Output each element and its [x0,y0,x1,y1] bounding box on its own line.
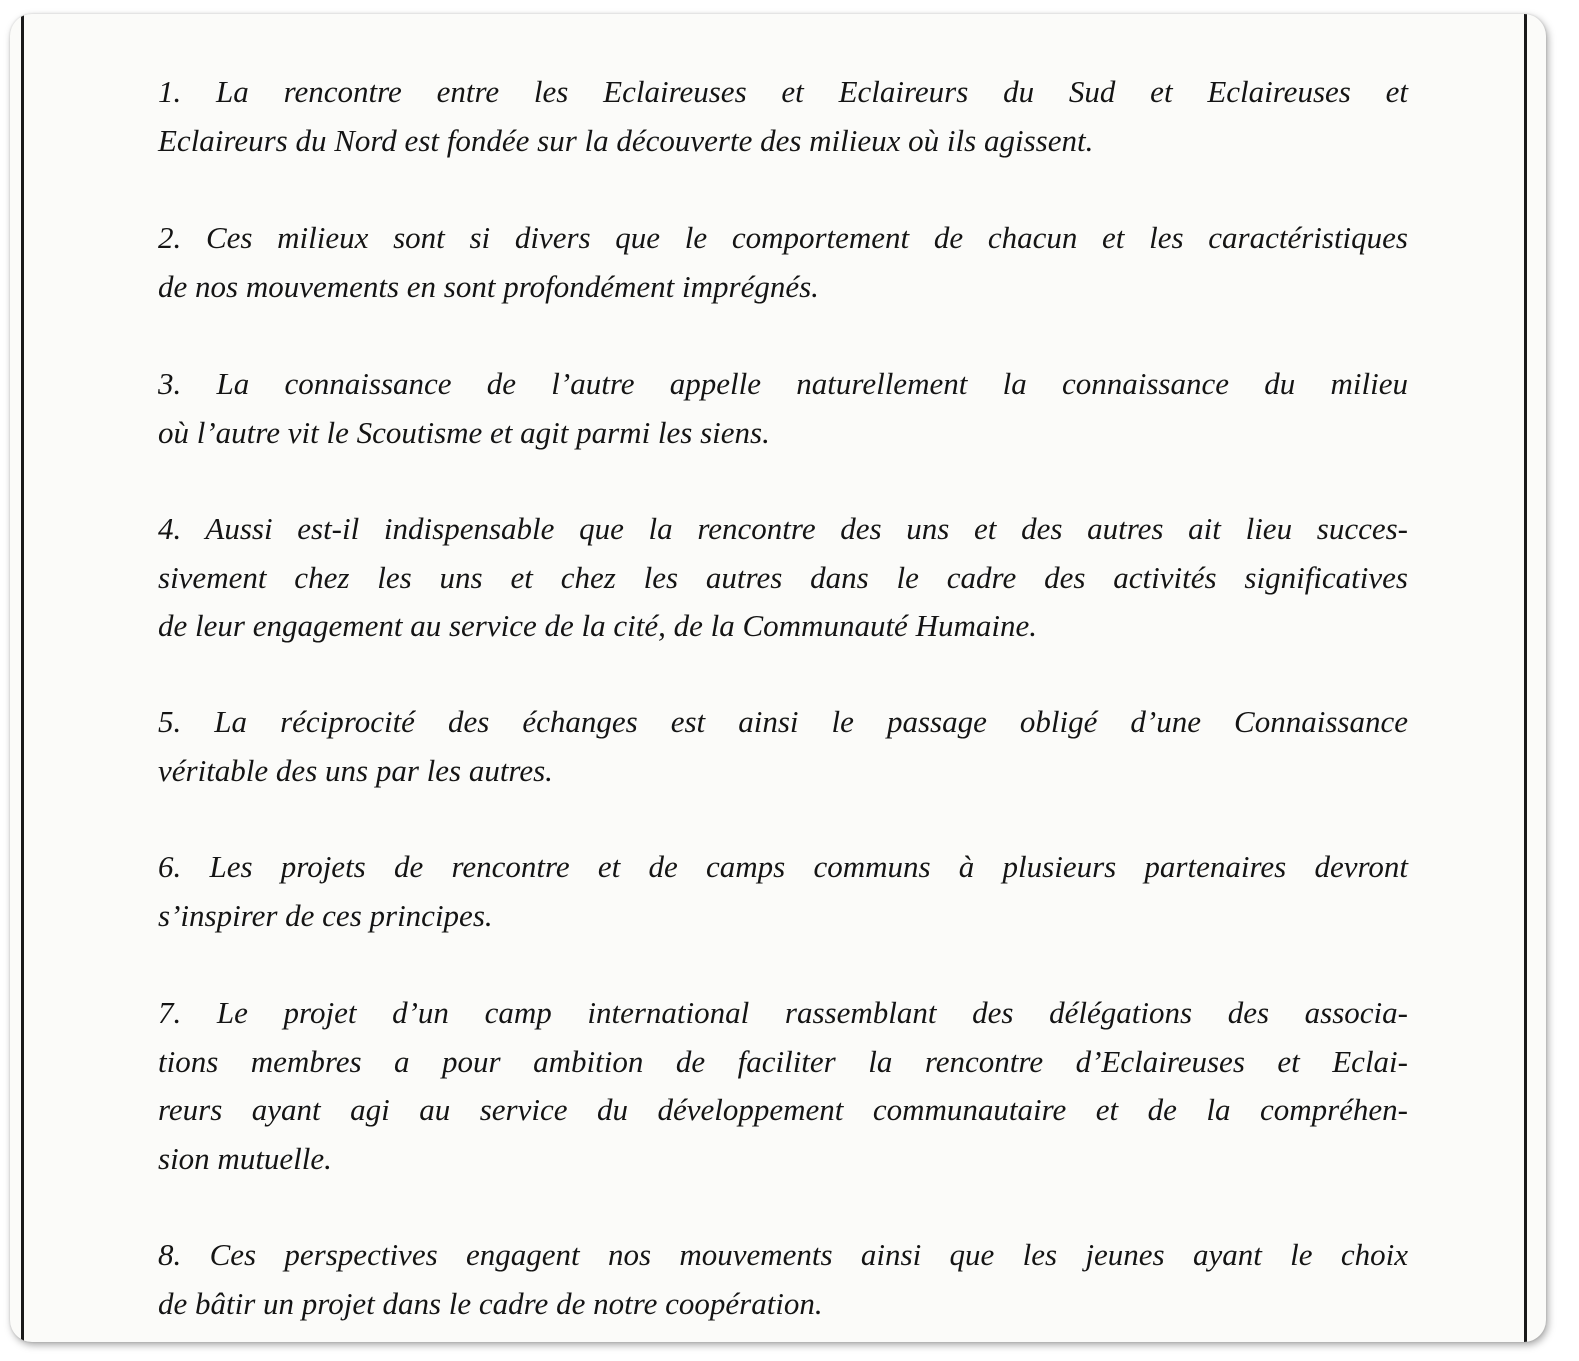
paragraph-line: 7. Le projet d’un camp international rassemblant des délégations des associa- [158,995,1408,1030]
paragraph-5 [158,698,1408,795]
paragraph-line: 8. Ces perspectives engagent nos mouvements ainsi que les jeunes ayant le choix [158,1237,1408,1272]
paragraph-line: reurs ayant agi au service du développement communautaire et de la compréhen- [158,1092,1408,1127]
paragraph-line: où l’autre vit le Scoutisme et agit parmi les siens. [158,414,770,450]
paragraph-line: de bâtir un projet dans le cadre de notre coopération. [158,1285,823,1321]
paragraph-line: véritable des uns par les autres. [158,752,553,788]
scanned-page [10,14,1546,1342]
paragraph-6 [158,843,1408,940]
paragraph-3 [158,360,1408,457]
paragraph-line: sion mutuelle. [158,1140,332,1176]
paragraph-line: 1. La rencontre entre les Eclaireuses et Eclaireurs du Sud et Eclaireuses et [158,74,1408,109]
paragraph-line: de nos mouvements en sont profondément imprégnés. [158,268,819,304]
paragraph-8 [158,1231,1408,1328]
paragraph-line: 4. Aussi est-il indispensable que la rencontre des uns et des autres ait lieu succes- [158,511,1408,546]
paragraph-4 [158,505,1408,651]
paragraph-line: 6. Les projets de rencontre et de camps communs à plusieurs partenaires devront [158,849,1408,884]
paragraph-1 [158,68,1408,165]
paragraph-2 [158,214,1408,311]
paragraph-line: 3. La connaissance de l’autre appelle naturellement la connaissance du milieu [158,366,1408,401]
left-margin-rule [21,14,24,1342]
paragraph-7 [158,989,1408,1183]
right-margin-rule [1524,14,1527,1342]
paragraph-line: tions membres a pour ambition de faciliter la rencontre d’Eclaireuses et Eclai- [158,1043,1408,1079]
paragraph-line: s’inspirer de ces principes. [158,897,493,933]
paragraph-line: 5. La réciprocité des échanges est ainsi le passage obligé d’une Connaissance [158,704,1408,739]
paragraph-line: de leur engagement au service de la cité, de la Communauté Humaine. [158,608,1037,643]
paragraph-line: 2. Ces milieux sont si divers que le comportement de chacun et les caractéristiques [158,220,1408,255]
paragraph-line: Eclaireurs du Nord est fondée sur la découverte des milieux où ils agissent. [158,122,1094,158]
paragraph-line: sivement chez les uns et chez les autres dans le cadre des activités significatives [158,559,1408,595]
